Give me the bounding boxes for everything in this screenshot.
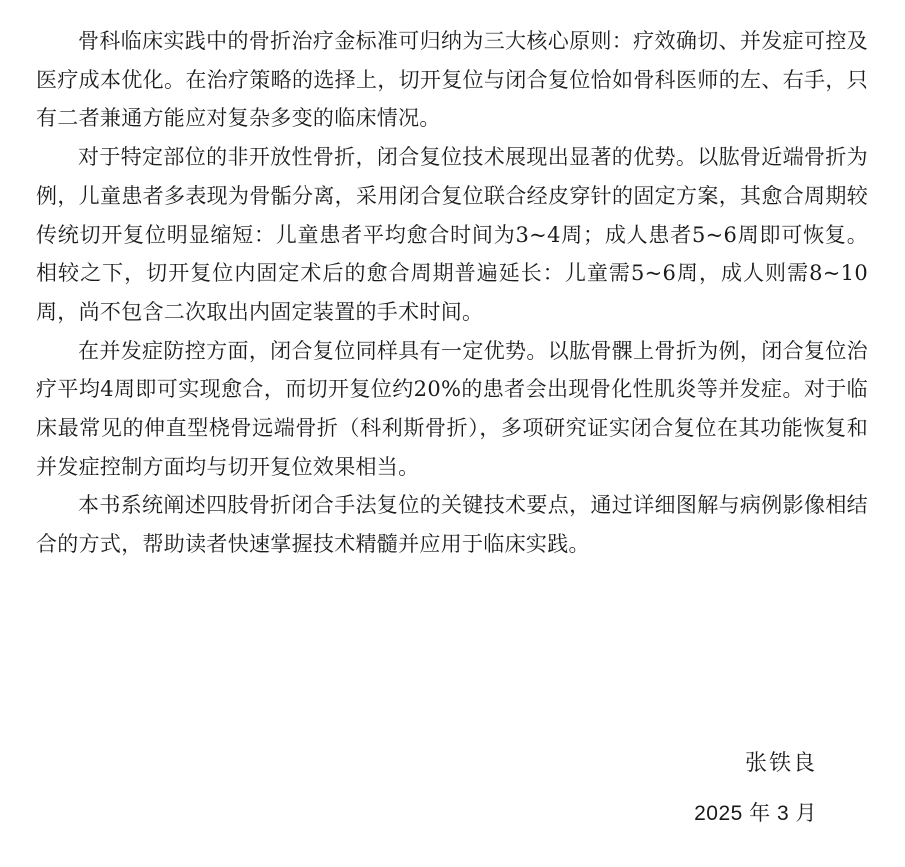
preface-body xyxy=(36,22,868,564)
paragraph-1: 骨科临床实践中的骨折治疗金标准可归纳为三大核心原则：疗效确切、并发症可控及医疗成本优化。在治疗策略的选择上，切开复位与闭合复位恰如骨科医师的左、右手，只有二者兼通方能应对复杂多变的临床情况。 xyxy=(36,29,868,131)
paragraph-2: 对于特定部位的非开放性骨折，闭合复位技术展现出显著的优势。以肱骨近端骨折为例，儿童患者多表现为骨骺分离，采用闭合复位联合经皮穿针的固定方案，其愈合周期较传统切开复位明显缩短：儿童患者平均愈合时间为3~4周；成人患者5~6周即可恢复。相较之下，切开复位内固定术后的愈合周期普遍延长：儿童需5~6周，成人则需8~10周，尚不包含二次取出内固定装置的手术时间。 xyxy=(36,145,868,324)
author-signature: 张铁良 xyxy=(744,751,817,776)
preface-date: 2025 年 3 月 xyxy=(694,802,817,825)
paragraph-4: 本书系统阐述四肢骨折闭合手法复位的关键技术要点，通过详细图解与病例影像相结合的方式，帮助读者快速掌握技术精髓并应用于临床实践。 xyxy=(36,493,868,557)
paragraph-3: 在并发症防控方面，闭合复位同样具有一定优势。以肱骨髁上骨折为例，闭合复位治疗平均4周即可实现愈合，而切开复位约20%的患者会出现骨化性肌炎等并发症。对于临床最常见的伸直型桡骨远端骨折（科利斯骨折），多项研究证实闭合复位在其功能恢复和并发症控制方面均与切开复位效果相当。 xyxy=(36,338,868,479)
